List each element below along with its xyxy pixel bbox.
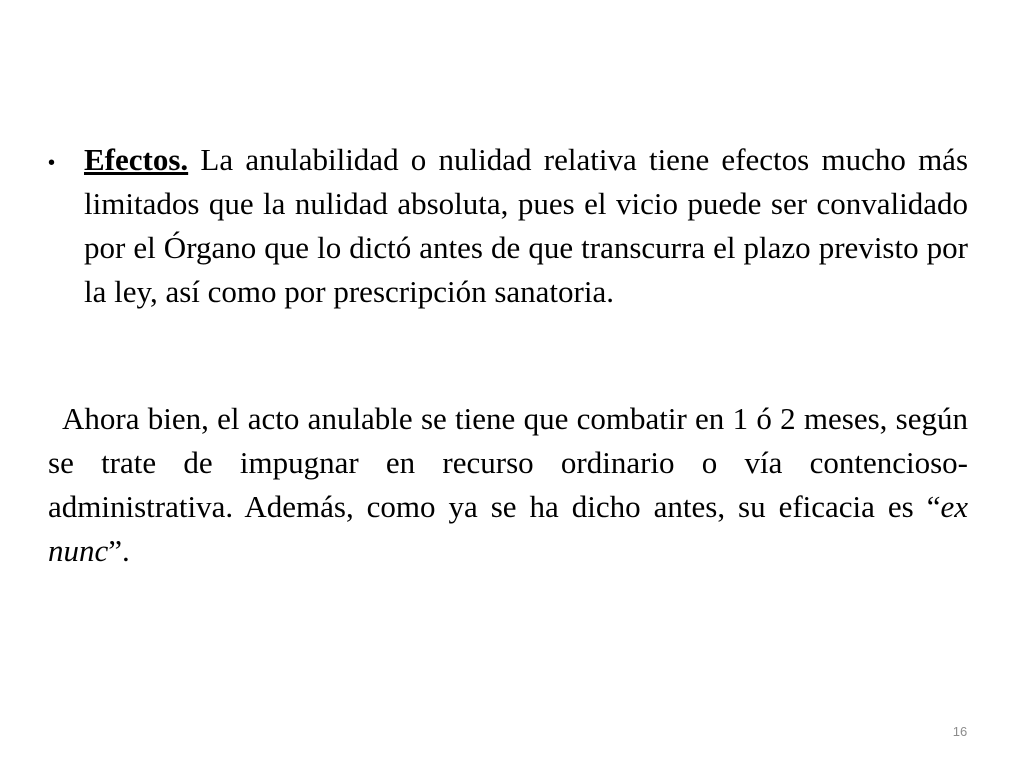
bullet-body: La anulabilidad o nulidad relativa tiene efectos mucho más limitados que la nulidad absoluta, pues el vicio puede ser convalidado por el Órgano que lo dictó antes de que transcurra el plazo previsto por la ley, así como por prescripción sanatoria. — [84, 142, 969, 309]
paragraph-text: Ahora bien, el acto anulable se tiene que combatir en 1 ó 2 meses, según se trate de impugnar en recurso ordinario o vía contencioso-administrativa. Además, como ya se ha dicho antes, su eficacia es “ — [48, 401, 968, 524]
body-paragraph — [48, 397, 968, 573]
bullet-text — [84, 138, 968, 314]
page-number: 16 — [952, 724, 968, 739]
paragraph-italic-term: ex nunc — [48, 489, 968, 568]
bullet-icon: • — [48, 152, 56, 174]
bullet-term: Efectos. — [84, 142, 189, 177]
paragraph-closing: ”. — [108, 533, 130, 568]
